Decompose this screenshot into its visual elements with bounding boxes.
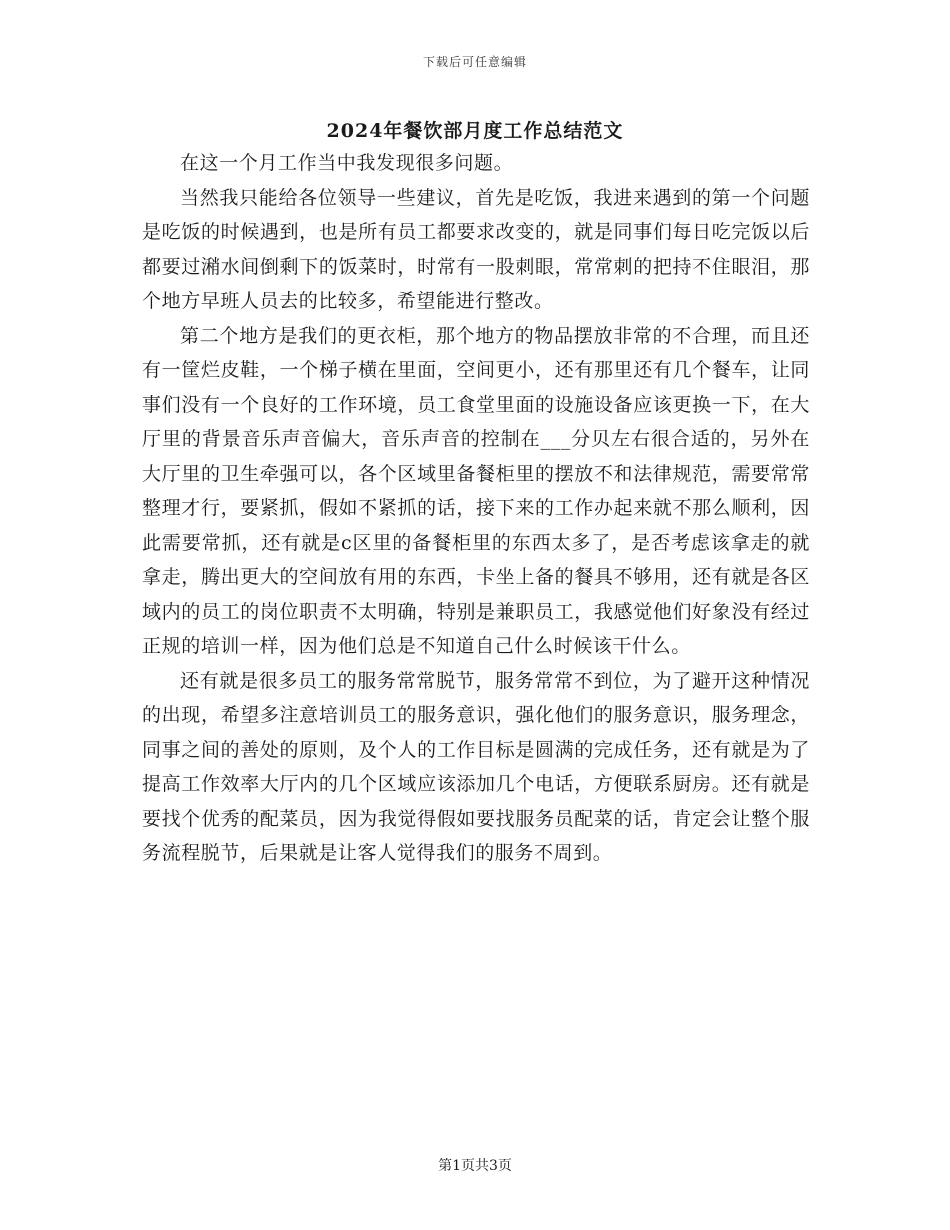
paragraph-2: 当然我只能给各位领导一些建议，首先是吃饭，我进来遇到的第一个问题是吃饭的时候遇到，也是所有员工都要求改变的，就是同事们每日吃完饭以后都要过潲水间倒剩下的饭菜时，时常有一股刺眼，常常刺的把持不住眼泪，那个地方早班人员去的比较多，希望能进行整改。 bbox=[142, 186, 810, 312]
document-body bbox=[142, 146, 810, 871]
document-title: 2024年餐饮部月度工作总结范文 bbox=[326, 120, 624, 142]
page-number: 第1页共3页 bbox=[438, 1158, 512, 1174]
paragraph-4: 还有就是很多员工的服务常常脱节，服务常常不到位，为了避开这种情况的出现，希望多注意培训员工的服务意识，强化他们的服务意识，服务理念，同事之间的善处的原则，及个人的工作目标是圆满的完成任务，还有就是为了提高工作效率大厅内的几个区域应该添加几个电话，方便联系厨房。还有就是要找个优秀的配菜员，因为我觉得假如要找服务员配菜的话，肯定会让整个服务流程脱节，后果就是让客人觉得我们的服务不周到。 bbox=[142, 669, 810, 864]
paragraph-1: 在这一个月工作当中我发现很多问题。 bbox=[180, 152, 514, 174]
paragraph-3: 第二个地方是我们的更衣柜，那个地方的物品摆放非常的不合理，而且还有一筐烂皮鞋，一个梯子横在里面，空间更小，还有那里还有几个餐车，让同事们没有一个良好的工作环境，员工食堂里面的设施设备应该更换一下，在大厅里的背景音乐声音偏大，音乐声音的控制在___分贝左右很合适的，另外在大厅里的卫生牵强可以，各个区域里备餐柜里的摆放不和法律规范，需要常常整理才行，要紧抓，假如不紧抓的话，接下来的工作办起来就不那么顺利，因此需要常抓，还有就是c区里的备餐柜里的东西太多了，是否考虑该拿走的就拿走，腾出更大的空间放有用的东西，卡坐上备的餐具不够用，还有就是各区域内的员工的岗位职责不太明确，特别是兼职员工，我感觉他们好象没有经过正规的培训一样，因为他们总是不知道自己什么时候该干什么。 bbox=[142, 324, 810, 657]
page-header-note: 下载后可任意编辑 bbox=[422, 55, 527, 69]
